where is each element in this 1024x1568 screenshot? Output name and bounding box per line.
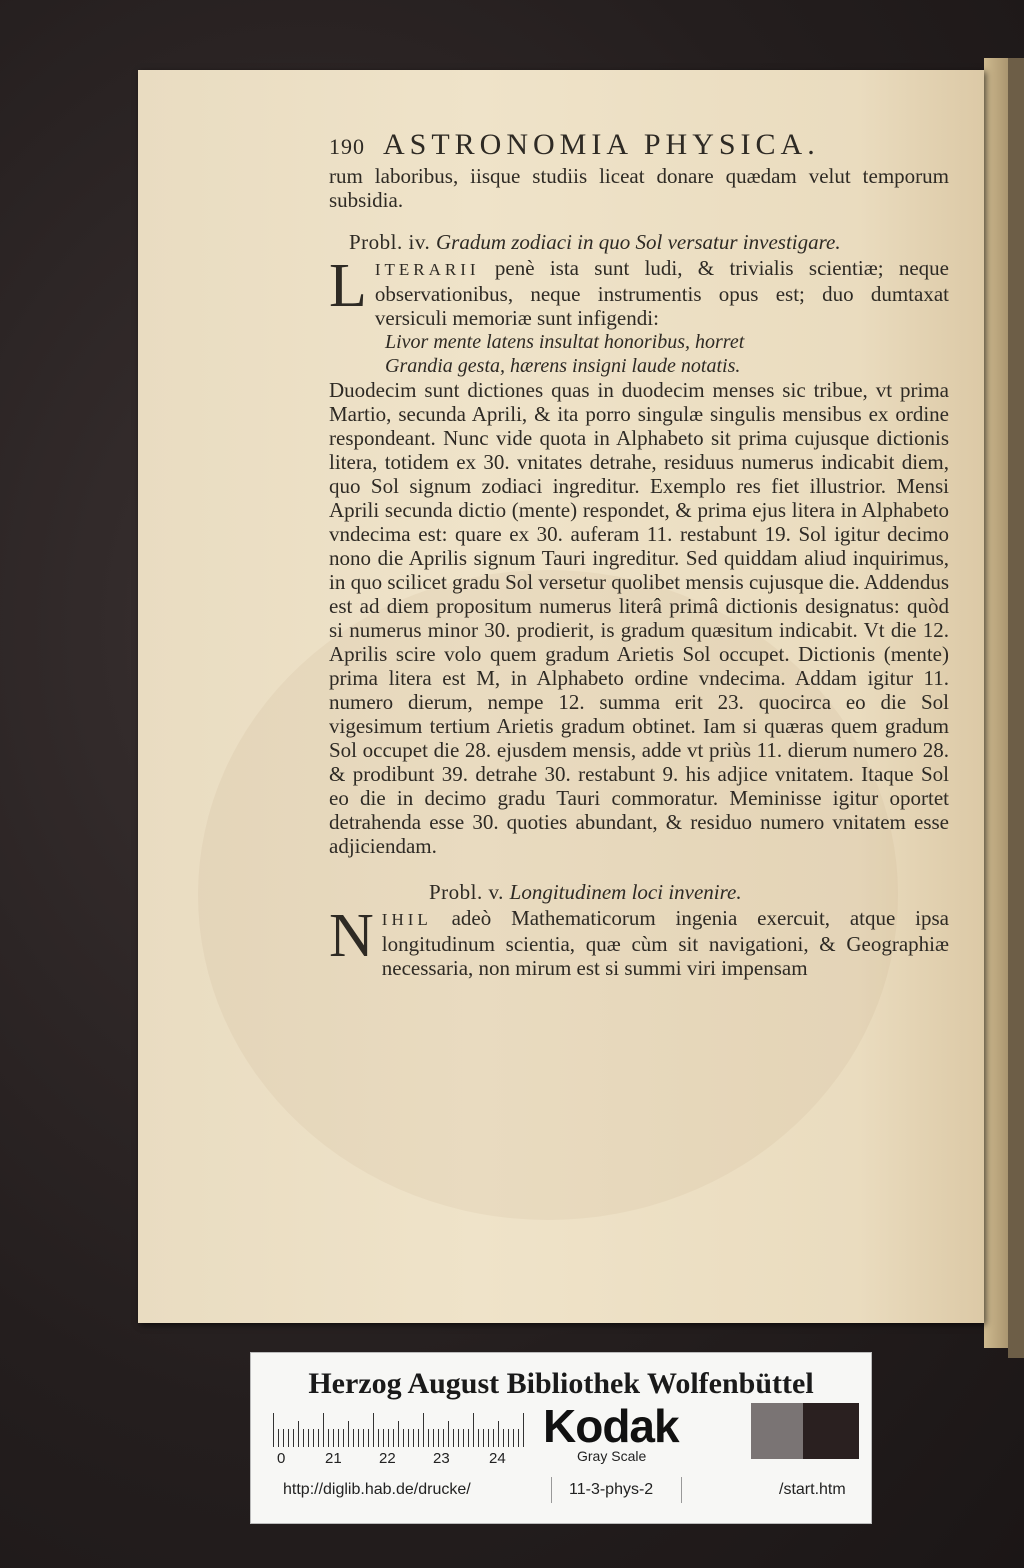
ruler-tick bbox=[413, 1429, 414, 1447]
ruler-tick bbox=[333, 1429, 334, 1447]
page-number: 190 bbox=[329, 134, 365, 159]
ruler-tick bbox=[358, 1429, 359, 1447]
ruler-tick bbox=[418, 1429, 419, 1447]
verse-line-1: Livor mente latens insultat honoribus, horret bbox=[385, 331, 745, 353]
ruler-tick bbox=[473, 1413, 474, 1447]
ruler-tick bbox=[518, 1429, 519, 1447]
ruler-tick bbox=[463, 1429, 464, 1447]
running-title: ASTRONOMIA PHYSICA. bbox=[383, 128, 820, 161]
ruler-tick bbox=[388, 1429, 389, 1447]
ruler-tick bbox=[408, 1429, 409, 1447]
ruler-tick bbox=[363, 1429, 364, 1447]
ruler-tick bbox=[458, 1429, 459, 1447]
url-part-2: 11-3-phys-2 bbox=[569, 1481, 654, 1498]
gray-patch-dark bbox=[803, 1403, 859, 1459]
problem-5-label: Probl. v. bbox=[429, 880, 504, 904]
problem-4-label: Probl. iv. bbox=[349, 230, 431, 254]
ruler-tick bbox=[393, 1429, 394, 1447]
url-part-1: http://diglib.hab.de/drucke/ bbox=[283, 1481, 471, 1498]
ruler-tick bbox=[278, 1429, 279, 1447]
ruler-tick bbox=[443, 1429, 444, 1447]
running-header bbox=[329, 128, 949, 162]
ruler-tick bbox=[318, 1429, 319, 1447]
ruler-number: 21 bbox=[325, 1450, 342, 1467]
drop-cap-N: N bbox=[329, 902, 374, 970]
problem-5-title: Longitudinem loci invenire. bbox=[509, 880, 742, 904]
ruler-tick bbox=[488, 1429, 489, 1447]
gray-scale-label: Gray Scale bbox=[577, 1448, 647, 1464]
library-label-card bbox=[250, 1352, 872, 1524]
problem-5-text: adeò Mathematicorum ingenia exercuit, atque ipsa longitudinum scientia, quæ cùm sit navigationi, & Geographiæ necessaria, non mirum est si summi viri impensam bbox=[381, 906, 949, 980]
ruler-tick bbox=[378, 1429, 379, 1447]
ruler-tick bbox=[323, 1413, 324, 1447]
url-part-3: /start.htm bbox=[779, 1481, 846, 1498]
problem-4-text: penè ista sunt ludi, & trivialis scientiæ; neque observationibus, neque instrumentis opus est; duo dumtaxat versiculi memoriæ sunt infigendi: bbox=[374, 256, 949, 330]
ruler-tick bbox=[453, 1429, 454, 1447]
ruler-tick bbox=[523, 1413, 524, 1447]
kodak-logo: Kodak bbox=[543, 1400, 679, 1452]
book-cover-edge bbox=[1008, 58, 1024, 1358]
gray-patch-mid bbox=[751, 1403, 803, 1459]
ruler-tick bbox=[368, 1429, 369, 1447]
ruler-tick bbox=[373, 1413, 374, 1447]
ruler-tick bbox=[498, 1421, 499, 1447]
ruler-tick bbox=[493, 1429, 494, 1447]
verse-line-2: Grandia gesta, hærens insigni laude notatis. bbox=[385, 355, 741, 377]
ruler-tick bbox=[508, 1429, 509, 1447]
problem-4-opening bbox=[329, 252, 949, 330]
ruler-tick bbox=[438, 1429, 439, 1447]
scale-ruler bbox=[273, 1411, 528, 1447]
ruler-tick bbox=[303, 1429, 304, 1447]
intro-paragraph: rum laboribus, iisque studiis liceat donare quædam velut temporum subsidia. bbox=[329, 164, 949, 212]
ruler-tick bbox=[298, 1421, 299, 1447]
ruler-numbers bbox=[273, 1450, 533, 1470]
label-divider bbox=[681, 1477, 682, 1503]
drop-cap-L: L bbox=[329, 252, 367, 320]
small-caps-word: ITERARII bbox=[374, 260, 480, 279]
ruler-tick bbox=[293, 1429, 294, 1447]
ruler-number: 24 bbox=[489, 1450, 506, 1467]
ruler-tick bbox=[503, 1429, 504, 1447]
problem-5-heading bbox=[429, 880, 949, 904]
ruler-tick bbox=[313, 1429, 314, 1447]
ruler-tick bbox=[348, 1421, 349, 1447]
ruler-tick bbox=[273, 1413, 274, 1447]
ruler-tick bbox=[288, 1429, 289, 1447]
problem-5-opening bbox=[329, 902, 949, 980]
library-name: Herzog August Bibliothek Wolfenbüttel bbox=[308, 1367, 814, 1400]
ruler-number: 0 bbox=[277, 1450, 286, 1467]
ruler-tick bbox=[423, 1413, 424, 1447]
problem-4-title: Gradum zodiaci in quo Sol versatur investigare. bbox=[435, 230, 841, 254]
small-caps-word: IHIL bbox=[381, 910, 432, 929]
label-divider bbox=[551, 1477, 552, 1503]
ruler-tick bbox=[283, 1429, 284, 1447]
problem-4-body: Duodecim sunt dictiones quas in duodecim menses sic tribue, vt prima Martio, secunda Aprili, & ita porro singulæ singulis mensibus ex ordine respondeant. Nunc vide quota in Alphabeto sit prima cujusque dictionis litera, totidem ex 30. vnitates detrahe, residuus numerus indicabit diem, quo Sol signum zodiaci ingreditur. Exemplo res fiet illustrior. Mensi Aprili secunda dictio (mente) respondet, & prima ejus litera in Alphabeto vndecima est: quare ex 30. auferam 11. restabunt 19. Sol igitur decimo nono die Aprilis signum Tauri ingreditur. Sed quiddam aliud inquirimus, in quo scilicet gradu Sol versetur quolibet mensis cujusque die. Addendus est ad diem propositum numerus literâ primâ dictionis designatus: quòd si numerus minor 30. prodierit, is gradum quæsitum indicabit. Vt die 12. Aprilis scire volo quem gradum Arietis Sol occupet. Dictionis (mente) prima litera est M, in Alphabeto ordine vndecima. Addam igitur 11. numero dierum, nempe 12. summa erit 23. quocirca eo die Sol vigesimum tertium Arietis gradum obtinet. Iam si quæras quem gradum Sol occupet die 28. ejusdem mensis, adde vt priùs 11. dierum numero 28. & prodibunt 39. detrahe 30. restabunt 9. his adjice vnitatem. Itaque Sol eo die in decimo gradu Tauri commoratur. Meminisse igitur oportet detrahenda esse 30. quoties abundant, & residuo numero vnitatem esse adjiciendam. bbox=[329, 378, 949, 858]
ruler-number: 22 bbox=[379, 1450, 396, 1467]
page-text bbox=[329, 128, 949, 980]
ruler-tick bbox=[478, 1429, 479, 1447]
ruler-tick bbox=[383, 1429, 384, 1447]
ruler-tick bbox=[403, 1429, 404, 1447]
ruler-tick bbox=[343, 1429, 344, 1447]
ruler-number: 23 bbox=[433, 1450, 450, 1467]
ruler-tick bbox=[328, 1429, 329, 1447]
ruler-tick bbox=[338, 1429, 339, 1447]
problem-4-heading bbox=[349, 230, 949, 254]
ruler-tick bbox=[448, 1421, 449, 1447]
ruler-tick bbox=[398, 1421, 399, 1447]
ruler-tick bbox=[468, 1429, 469, 1447]
ruler-tick bbox=[308, 1429, 309, 1447]
ruler-tick bbox=[433, 1429, 434, 1447]
ruler-tick bbox=[428, 1429, 429, 1447]
ruler-tick bbox=[513, 1429, 514, 1447]
ruler-tick bbox=[353, 1429, 354, 1447]
ruler-tick bbox=[483, 1429, 484, 1447]
